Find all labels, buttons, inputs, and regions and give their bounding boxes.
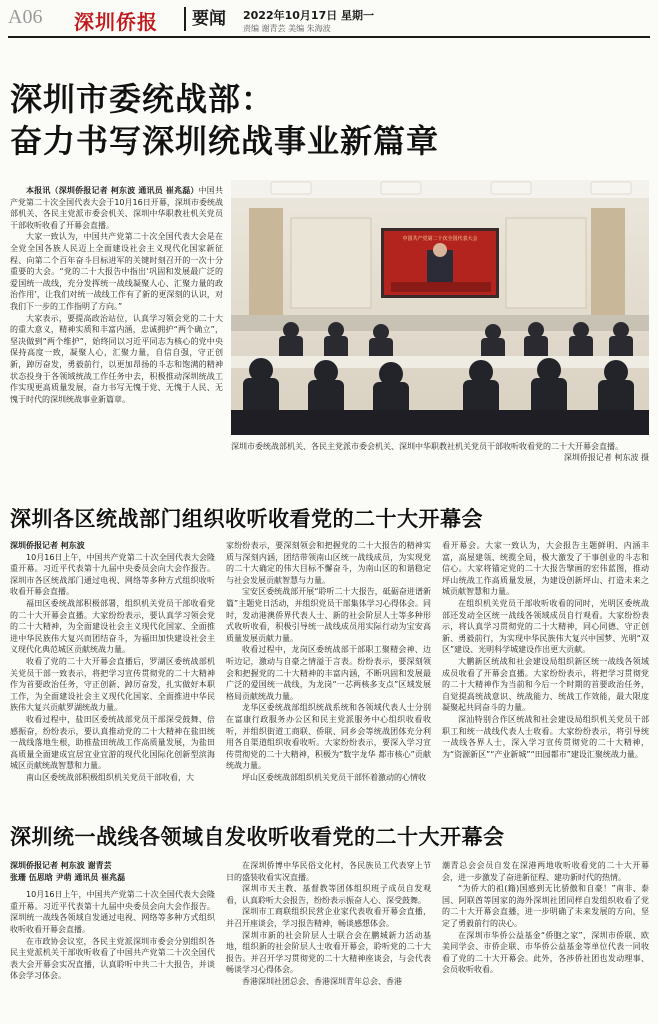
- photo-caption-text: 深圳市委统战部机关、各民主党派市委会机关、深圳中华职教社机关党员干部收听收看党的二十大开幕会直播。: [231, 442, 623, 451]
- article2-paragraph: 宝安区委统战部开展“聆听二十大报告，砥砺奋进谱新篇”主题党日活动，并组织党员干部集体学习心得体会。同时，发动港澳侨界代表人士、新的社会阶层人士等多种形式收听收看，积极引导统一战线成员用实际行动为宝安高质量发展贡献力量。: [226, 587, 431, 643]
- article2-paragraph: 收看过程中，龙岗区委统战部干部职工聚精会神、边听边记，激动与自豪之情溢于言表。纷纷表示，要深刻领会和把握党的二十大精神的丰富内涵，不断巩固和发展最广泛的爱国统一战线，为龙岗“一芯两核多支点”区域发展格局贡献统战力量。: [226, 645, 431, 701]
- article2-column-2: [226, 540, 431, 802]
- article3-column-2: [226, 860, 431, 1020]
- masthead: [8, 4, 650, 34]
- meeting-room-illustration: [231, 180, 649, 435]
- article2-paragraph: 10月16日上午，中国共产党第二十次全国代表大会隆重开幕。习近平代表第十九届中央委员会向大会作报告。深圳市各区统战部门通过电视、网络等多种方式组织收听收看开幕会直播。: [10, 552, 215, 597]
- article3-paragraph: 深圳市工商联组织民营企业家代表收看开幕会直播，并召开座谈会，学习报告精神，畅谈感想体会。: [226, 907, 431, 928]
- date-line: 2022年10月17日 星期一: [243, 9, 375, 22]
- photo-credit: 深圳侨报记者 柯东波 摄: [563, 453, 649, 462]
- article2-title: 深圳各区统战部门组织收听收看党的二十大开幕会: [10, 507, 483, 531]
- article3-paragraph: 10月16日上午，中国共产党第二十次全国代表大会隆重开幕。习近平代表第十九届中央委员会向大会作报告。深圳统一战线各领域自发通过电视、网络等多种方式组织收听收看开幕会直播。: [10, 890, 215, 934]
- article1-title-line1: 深圳市委统战部：: [10, 80, 275, 118]
- article2-paragraph: 收看了党的二十大开幕会直播后，罗湖区委统战部机关党员干部一致表示，将把学习宣传贯彻党的二十大精神作为首要政治任务，守正创新、踔厉奋发，扎实做好本职工作，为全面建设社会主义现代化国家、全面推进中华民族伟大复兴贡献罗湖统战力量。: [10, 656, 215, 713]
- article2-paragraph: 福田区委统战部积极部署，组织机关党员干部收看党的二十大开幕会直播。大家纷纷表示，要认真学习领会党的二十大精神，为全面建设社会主义现代化国家、全面推进中华民族伟大复兴而团结奋斗，为福田加快建设社会主义现代化典范城区贡献统战力量。: [10, 598, 215, 655]
- editors-line: 责编 谢青芸 美编 朱海波: [243, 24, 331, 33]
- article3-paragraph: 在深圳市华侨公益基金“侨胞之家”，深圳市侨联、欧美同学会、市侨企联、市华侨公益基金等单位代表一同收看了党的二十大开幕会。此外，各涉侨社团也发动理事、会员收听收看。: [442, 930, 649, 975]
- article2-paragraph: 坪山区委统战部组织机关党员干部怀着激动的心情收: [242, 772, 426, 782]
- article3-byline: 张珊 伍思晗 尹萌 通讯员 崔兆磊: [10, 872, 126, 882]
- article3-byline: 深圳侨报记者 柯东波 谢青芸: [10, 861, 112, 870]
- article3-paragraph: “为侨大的祖(籍)国感到无比骄傲和自豪！”南非、泰国、阿联酋等国家的海外深圳社团同样自发组织收看了党的二十大开幕会直播，进一步明确了未来发展的方向，坚定了勇毅前行的决心。: [442, 884, 649, 928]
- article3-paragraph: 在深圳侨博中华民俗文化村，各民族员工代表穿上节日的盛装收看实况直播。: [226, 861, 431, 882]
- article2-paragraph: 大鹏新区统战和社会建设局组织新区统一战线各领域成员收看了开幕会直播。大家纷纷表示，将把学习贯彻党的二十大精神作为当前和今后一个时期的首要政治任务，自觉提高统战意识、统战能力、统战工作效能，最大限度凝聚起共同奋斗的力量。: [442, 656, 649, 713]
- article3-paragraph: 深圳市新的社会阶层人士联合会在鹏城新力活动基地，组织新的社会阶层人士收看开幕会，聆听党的二十大报告。并召开学习贯彻党的二十大精神座谈会，与会代表畅谈学习心得体会。: [226, 930, 431, 975]
- screen-banner-text: 中国共产党第二十次全国代表大会: [402, 236, 478, 242]
- photo-caption: [231, 441, 649, 463]
- article1-paragraph: 大家表示，要提高政治站位，认真学习领会党的二十大的重大意义，精神实质和丰富内涵，忠诚拥护“两个确立”，坚决做到“两个维护”，始终同以习近平同志为核心的党中央保持高度一致，凝聚人心，汇聚力量，自信自强，守正创新，踔厉奋发，勇毅前行，以更加昂扬的斗志和饱满的精神状态投身于各领域统战工作任务中去，积极推动深圳统战工作实现更高质量发展，奋力书写无愧于党、无愧于人民、无愧于时代的深圳统战事业新篇章。: [10, 313, 223, 404]
- top-rule: [8, 36, 650, 38]
- meeting-photo: [231, 180, 649, 435]
- article2-paragraph: 深汕特别合作区统战和社会建设局组织机关党员干部职工和统一战线代表人士收看。大家纷纷表示，将引导统一战线各界人士，深入学习宣传贯彻党的二十大精神，为“资源新区”“产业新城”“田园都市”建设汇聚统战力量。: [442, 714, 649, 759]
- article1-paragraph: 大家一致认为，中国共产党第二十次全国代表大会是在全党全国各族人民迈上全面建设社会主义现代化国家新征程、向第二个百年奋斗目标进军的关键时刻召开的一次十分重要的大会。“党的二十大报告中指出‘巩固和发展最广泛的爱国统一战线，充分发挥统一战线凝聚人心、汇聚力量的政治作用’，让我们对统一战线工作有了新的更深刻的认识，对我们下一步的工作指明了方向。”: [10, 232, 223, 311]
- paper-name: 深圳侨报: [74, 10, 158, 34]
- article1-title-line2: 奋力书写深圳统战事业新篇章: [10, 122, 440, 160]
- article1-paragraph: 中国共产党第二十次全国代表大会于10月16日开幕，深圳市委统战部机关、各民主党派市委会机关、深圳中华职教社机关党员干部收听收看了开幕会直播。: [10, 186, 223, 230]
- article3-paragraph: 香港深圳社团总会、香港深圳青年总会、香港: [242, 976, 402, 986]
- article2-paragraph: 南山区委统战部积极组织机关党员干部收看，大: [26, 772, 194, 782]
- article2-paragraph: 家纷纷表示，要深刻领会和把握党的二十大报告的精神实质与深刻内涵，团结带领南山区统一战线成员，为实现党的二十大确定的伟大目标不懈奋斗，为南山区的和谐稳定与社会发展贡献智慧与力量。: [226, 541, 431, 585]
- article1-byline: 本报讯（深圳侨报记者 柯东波 通讯员 崔兆磊）: [26, 186, 199, 195]
- article2-paragraph: 收看过程中，盐田区委统战部党员干部深受鼓舞、倍感振奋，纷纷表示，要认真推动党的二十大精神在盐田统一战线落地生根，助推盐田统战工作高质量发展，为盐田高质量全面建成宜居宜业宜游的现代化国际化创新型滨海城区贡献统战智慧和力量。: [10, 714, 215, 771]
- article2-paragraph: 看开幕会。大家一致认为，大会报告主题鲜明、内涵丰富，高屋建瓴、统揽全局，极大激发了干事创业的斗志和信心。大家将锚定党的二十大报告擘画的宏伟蓝图，推动坪山统战工作高质量发展，为建设创新坪山、打造未来之城贡献智慧和力量。: [442, 541, 649, 597]
- section-label: 要闻: [184, 7, 226, 31]
- article3-paragraph: 在市政协会议室，各民主党派深圳市委会分别组织各民主党派机关干部收听收看了中国共产党第二十次全国代表大会开幕会实况直播，认真聆听中共二十大报告，并谈体会学习体会。: [10, 936, 215, 981]
- article3-title: 深圳统一战线各领域自发收听收看党的二十大开幕会: [10, 825, 505, 849]
- article3-column-3: [442, 860, 649, 1020]
- article2-column-1: [10, 540, 215, 802]
- article3-paragraph: 深圳市天主教、基督教等团体组织班子成员自发观看，认真聆听大会报告，纷纷表示振奋人心、深受鼓舞。: [226, 884, 431, 905]
- article2-byline: 深圳侨报记者 柯东波: [10, 541, 85, 550]
- article3-paragraph: 潮青总会会员自发在深港两地收听收看党的二十大开幕会，进一步激发了奋进新征程、建功新时代的热情。: [442, 861, 649, 882]
- page-number: A06: [8, 6, 43, 28]
- article2-paragraph: 在组织机关党员干部收听收看的同时，光明区委统战部还发动全区统一战线各领域成员自行观看。大家纷纷表示，将认真学习贯彻党的二十大精神，同心同德、守正创新、勇毅前行，为实现中华民族伟大复兴中国梦、光明“双区”建设、光明科学城建设作出更大贡献。: [442, 598, 649, 655]
- article3-column-1: [10, 860, 215, 1020]
- article2-paragraph: 龙华区委统战部组织统战系统和各领域代表人士分别在富康行政服务办公区和民主党派服务中心组织收看收听，并组织街道工商联、侨联、同乡会等统战团体充分利用各自渠道组织收看收听。大家纷纷表示，要深入学习宣传贯彻党的二十大精神，积极为“数字龙华 都市核心”贡献统战力量。: [226, 703, 431, 771]
- article1-body: [10, 185, 223, 447]
- article2-column-3: [442, 540, 649, 802]
